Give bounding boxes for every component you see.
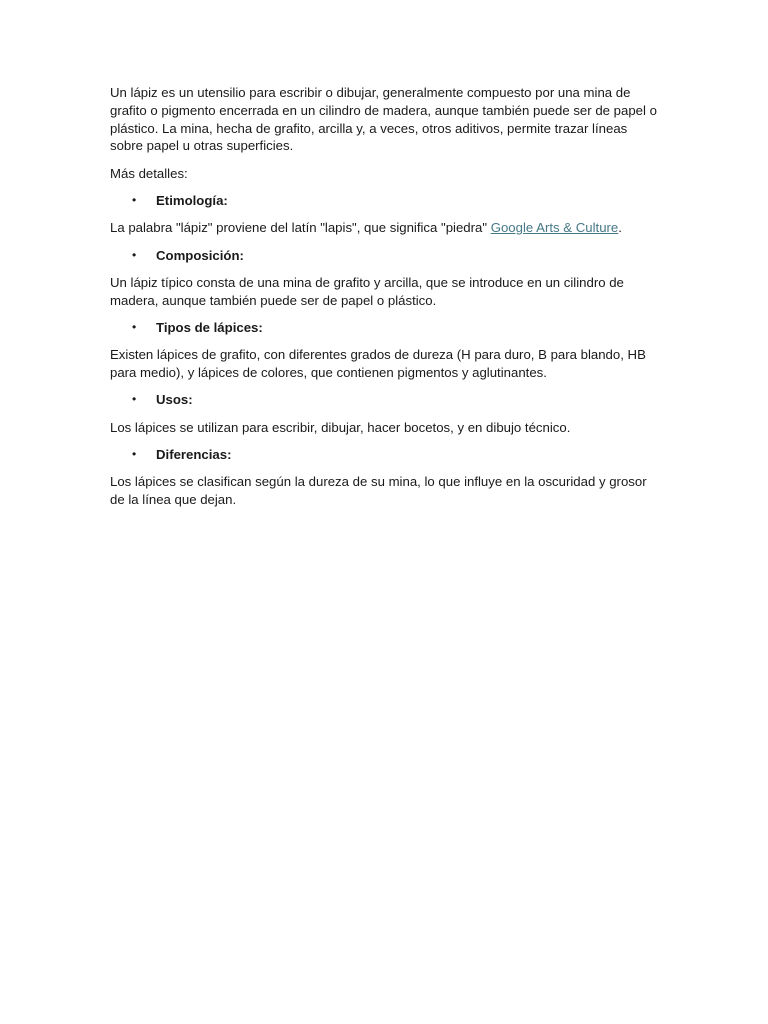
bullet-icon: • [132,392,137,407]
bullet-label-composicion: Composición: [156,247,244,263]
composicion-paragraph: Un lápiz típico consta de una mina de grafito y arcilla, que se introduce en un cilindro de madera, aunque también puede ser de papel o plástico. [110,274,624,308]
usos-paragraph: Los lápices se utilizan para escribir, dibujar, hacer bocetos, y en dibujo técnico. [110,419,571,435]
bullet-etimologia [110,192,662,210]
document-body [110,84,662,518]
bullet-diferencias [110,446,662,464]
bullet-label-etimologia: Etimología: [156,192,228,208]
bullet-icon: • [132,192,137,207]
bullet-icon: • [132,446,137,461]
bullet-icon: • [132,247,137,262]
tipos-paragraph: Existen lápices de grafito, con diferentes grados de dureza (H para duro, B para blando, HB para medio), y lápices de colores, que contienen pigmentos y aglutinantes. [110,347,646,381]
bullet-tipos [110,319,662,337]
google-arts-culture-link[interactable]: Google Arts & Culture [490,220,619,236]
intro-paragraph: Un lápiz es un utensilio para escribir o dibujar, generalmente compuesto por una mina de grafito o pigmento encerrada en un cilindro de madera, aunque también puede ser de papel o plástico. La mina, hecha de grafito, arcilla y, a veces, otros aditivos, permite trazar líneas sobre papel u otras superficies. [110,85,657,154]
etimologia-period: . [618,220,622,236]
etimologia-text: La palabra "lápiz" proviene del latín "lapis", que significa "piedra" [110,220,491,236]
diferencias-paragraph: Los lápices se clasifican según la dureza de su mina, lo que influye en la oscuridad y grosor de la línea que dejan. [110,474,647,508]
bullet-usos [110,391,662,409]
bullet-composicion [110,247,662,265]
bullet-icon: • [132,319,137,334]
bullet-label-usos: Usos: [156,392,193,408]
etimologia-paragraph [110,219,662,237]
details-heading: Más detalles: [110,165,188,181]
bullet-label-diferencias: Diferencias: [156,446,232,462]
bullet-label-tipos: Tipos de lápices: [156,319,263,335]
